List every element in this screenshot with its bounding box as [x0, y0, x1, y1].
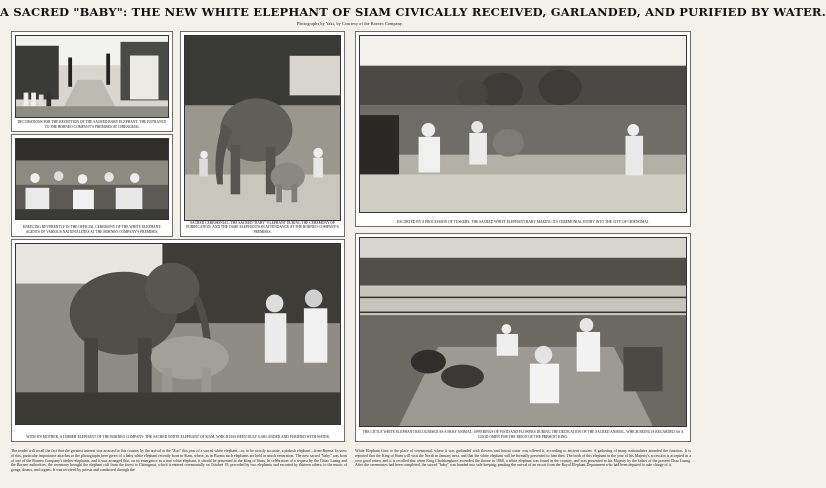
photo-panel-kneeling [11, 134, 173, 237]
procession-photo [359, 35, 687, 213]
offerings-photo [359, 237, 687, 427]
article-text-right: White Elephant Gate to the place of ceremonial, where it was garlanded with flowers and lustral water was offered it, according to ancient custom. A gathering of many nationalities attended the function. It is reported that the King of Siam will visit the North in January next, and that the white elephant will be formally presented to him then. The birth of this elephant in the year of his Majesty's accession is accepted as a very good omen, and it is recalled that when King Chulalongkorn ascended the throne in 1868, a white elephant was found in the country, and was presented to his Majesty by the father of the present Chao Luang. After the ceremonies had been completed, the sacred "baby" was handed into safe keeping, pending the arrival of an escort from the Royal Elephant Department who had been deputed to take charge of it. [355, 449, 691, 468]
street-decorations-photo [15, 35, 169, 118]
caption-mother-calf: WITH ITS MOTHER, A TIMBER-ELEPHANT OF THE BORNEO COMPANY: THE SACRED WHITE ELEPHANT OF SIAM, WHICH HAS BEEN DULY GARLANDED AND PURIFIED WITH WATER. [26, 434, 330, 439]
caption-ceremony: SACRED CEREMONIAL: THE SACRED "BABY" ELEPHANT DURING THE CEREMONY OF PURIFICATION, AND THE TAME ELEPHANTS IN ATTENDANCE AT THE BORNEO COMPANY'S PREMISES. [186, 220, 339, 234]
caption-kneeling: KNEELING REVERENTLY IN THE OFFICIAL CEREMONY OF THE WHITE ELEPHANT: AGENTS OF VARIOUS NATIONALITIES AT THE BORNEO COMPANY'S PREMISES. [22, 225, 162, 234]
page-headline: A SACRED "BABY": THE NEW WHITE ELEPHANT OF SIAM CIVICALLY RECEIVED, GARLANDED, AND PURIFIED BY WATER. [0, 5, 826, 19]
article-text-left: The reader will recall the fact that the greatest interest was aroused in this country by the arrival at the "Zoo" this year of a sacred white elephant—or, to be strictly accurate, a pinkish elephant—from Burma. In view of this, particular importance attaches to the photographs here given of a baby white elephant recently born in Siam, where, as in Burma such elephants are held in much veneration. The new sacred "baby" was born of one of the Borneo Company's timber-elephants, and it was arranged that, on its emergence as a true white elephant, it should be presented to the King of Siam. In celebration of a request by the Chiao Luang and the Borneo authorities, the ceremony brought the elephant calf from the forest to Chiengmai, which it entered ceremonially on October 19, preceded by two elephants and escorted by thirteen others, to the music of gongs, drums, and organs. It was received by priests and conducted through the [11, 449, 347, 473]
photo-panel-procession [355, 31, 691, 227]
photo-credit: Photographs by Yaki, by Courtesy of the Borneo Company. [297, 21, 403, 26]
caption-offerings: THE LITTLE WHITE ELEPHANT RECOGNISED AS A HOLY ANIMAL: OFFERINGS OF FOOD AND FLOWERS DURING THE DEDICATION OF THE SACRED ANIMAL, WHICH BEING IS REGARDED AS A GOOD OMEN FOR THE REIGN OF THE PRESENT KING. [362, 430, 684, 439]
photo-panel-ceremony [180, 31, 345, 237]
caption-procession: ESCORTED BY A PROCESSION OF TUSKERS: THE SACRED WHITE ELEPHANT BABY MAKING ITS CEREMONIAL ENTRY INTO THE CITY OF CHIENGMAI. [397, 219, 649, 224]
kneeling-crowd-photo [15, 138, 169, 220]
photo-panel-offerings [355, 233, 691, 442]
photo-panel-decorations [11, 31, 173, 132]
photo-panel-mother-calf [11, 239, 345, 442]
mother-calf-photo [15, 243, 341, 425]
caption-decorations: DECORATIONS FOR THE RECEPTION OF THE SACRED BABY ELEPHANT: THE ENTRANCE TO THE BORNEO COMPANY'S PREMISES AT CHIENGMAI. [17, 120, 167, 129]
ceremony-elephants-photo [184, 35, 341, 221]
